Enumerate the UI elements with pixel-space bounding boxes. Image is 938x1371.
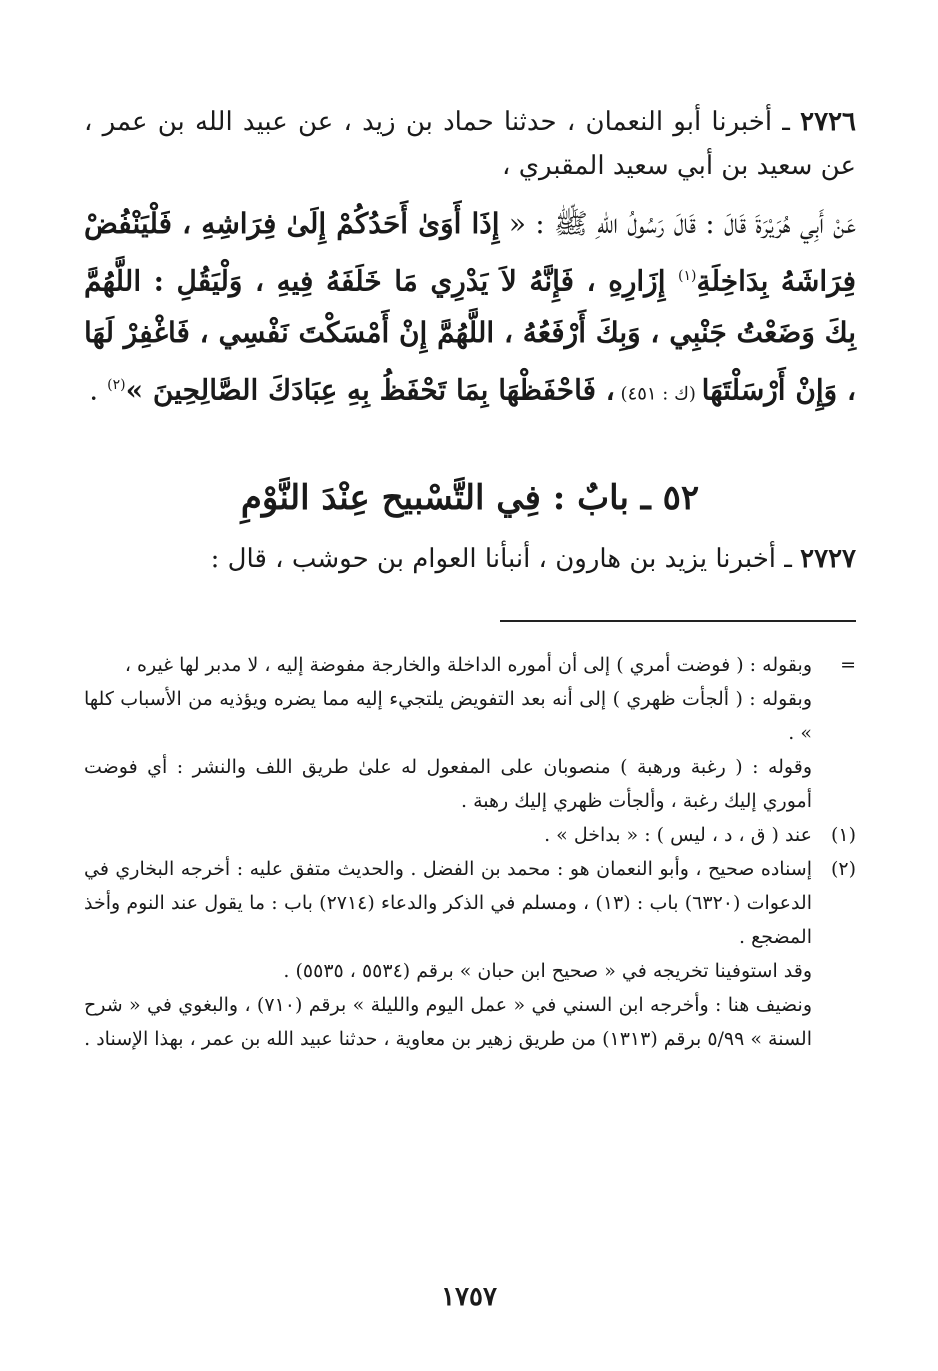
continuation-line: وبقوله : ( فوضت أمري ) إلى أن أموره الداخلة والخارجة مفوضة إليه ، لا مدبر لها غيره ، bbox=[124, 653, 812, 676]
footnote-2-line: إسناده صحيح ، وأبو النعمان هو : محمد بن الفضل . والحديث متفق عليه : أخرجه البخاري في الدعوات (٦٣٢٠) باب : (١٣) ، ومسلم في الذكر والدعاء (٢٧١٤) باب : ما يقول عند النوم وأخذ المضجع . bbox=[84, 857, 812, 948]
matn-part-3: ، فَاحْفَظْهَا بِمَا تَحْفَظُ بِهِ عِبَادَكَ الصَّالِحِينَ » bbox=[125, 373, 615, 407]
footnote-1-mark: (١) bbox=[830, 823, 856, 846]
footnotes bbox=[84, 648, 856, 1056]
footnote-2 bbox=[84, 852, 856, 1056]
footnote-ref-1[interactable]: (١) bbox=[678, 268, 697, 284]
kashf-reference: (ك : ٤٥١) bbox=[614, 383, 702, 405]
isnad-text: ـ أخبرنا يزيد بن هارون ، أنبأنا العوام بن حوشب ، قال : bbox=[210, 543, 801, 574]
continuation-line: وبقوله : ( ألجأت ظهري ) إلى أنه بعد التفويض يلتجيء إليه مما يضره ويؤذيه من الأسباب كلها » . bbox=[84, 687, 812, 744]
hadith-2726-matn bbox=[84, 198, 856, 421]
matn-end: . bbox=[89, 373, 108, 407]
matn-intro: عَنْ أَبِي هُرَيْرَةَ قَالَ : قَالَ رَسُولُ اللهِ ﷺ : « bbox=[499, 207, 856, 240]
hadith-2726-chain bbox=[84, 100, 856, 188]
footnote-2-line: وقد استوفينا تخريجه في « صحيح ابن حبان » برقم (٥٥٣٤ ، ٥٥٣٥) . bbox=[283, 959, 812, 982]
footnote-ref-2[interactable]: (٢) bbox=[107, 377, 126, 394]
hadith-number: ٢٧٢٧ bbox=[800, 543, 856, 574]
footnote-1 bbox=[84, 818, 856, 852]
footnote-separator bbox=[84, 607, 856, 626]
isnad-text: ـ أخبرنا أبو النعمان ، حدثنا حماد بن زيد ، عن عبيد الله بن عمر ، عن سعيد بن أبي سعيد المقبري ، bbox=[84, 107, 856, 181]
footnote-1-text: عند ( ق ، د ، ليس ) : « بداخل » . bbox=[544, 823, 812, 846]
matn-part-2: إِزَارِهِ ، فَإِنَّهُ لاَ يَدْرِي مَا خَلَفَهُ فِيهِ ، وَلْيَقُلِ : اللَّهُمَّ بِكَ وَضَعْتُ جَنْبِي ، وَبِكَ أَرْفَعُهُ ، اللَّهُمَّ إِنْ أَمْسَكْتَ نَفْسِي ، فَاغْفِرْ لَهَا ، وَإِنْ أَرْسَلْتَهَا bbox=[84, 264, 856, 407]
page-number: ١٧٥٧ bbox=[441, 1282, 497, 1312]
page-body bbox=[84, 100, 856, 1056]
footnote-2-mark: (٢) bbox=[830, 857, 856, 880]
footnote-2-line: ونضيف هنا : وأخرجه ابن السني في « عمل اليوم والليلة » برقم (٧١٠) ، والبغوي في « شرح السنة » ٥/٩٩ برقم (١٣١٣) من طريق زهير بن معاوية ، حدثنا عبيد الله بن عمر ، بهذا الإسناد . bbox=[84, 993, 812, 1050]
hadith-2727-chain bbox=[84, 537, 856, 581]
footnote-continuation bbox=[84, 648, 856, 818]
hadith-number: ٢٧٢٦ bbox=[800, 107, 856, 137]
matn-part-1: إِذَا أَوَىٰ أَحَدُكُمْ إِلَىٰ فِرَاشِهِ ، فَلْيَنْفُضْ فِرَاشَهُ بِدَاخِلَةِ bbox=[84, 207, 856, 298]
continuation-line: وقوله : ( رغبة ورهبة ) منصوبان على المفعول له علىٰ طريق اللف والنشر : أي فوضت أموري إليك رغبة ، وألجأت ظهري إليك رهبة . bbox=[84, 755, 812, 812]
chapter-heading: ٥٢ ـ بابٌ : فِي التَّسْبيح عِنْدَ النَّوْمِ bbox=[240, 477, 700, 518]
continuation-mark: = bbox=[840, 653, 856, 676]
